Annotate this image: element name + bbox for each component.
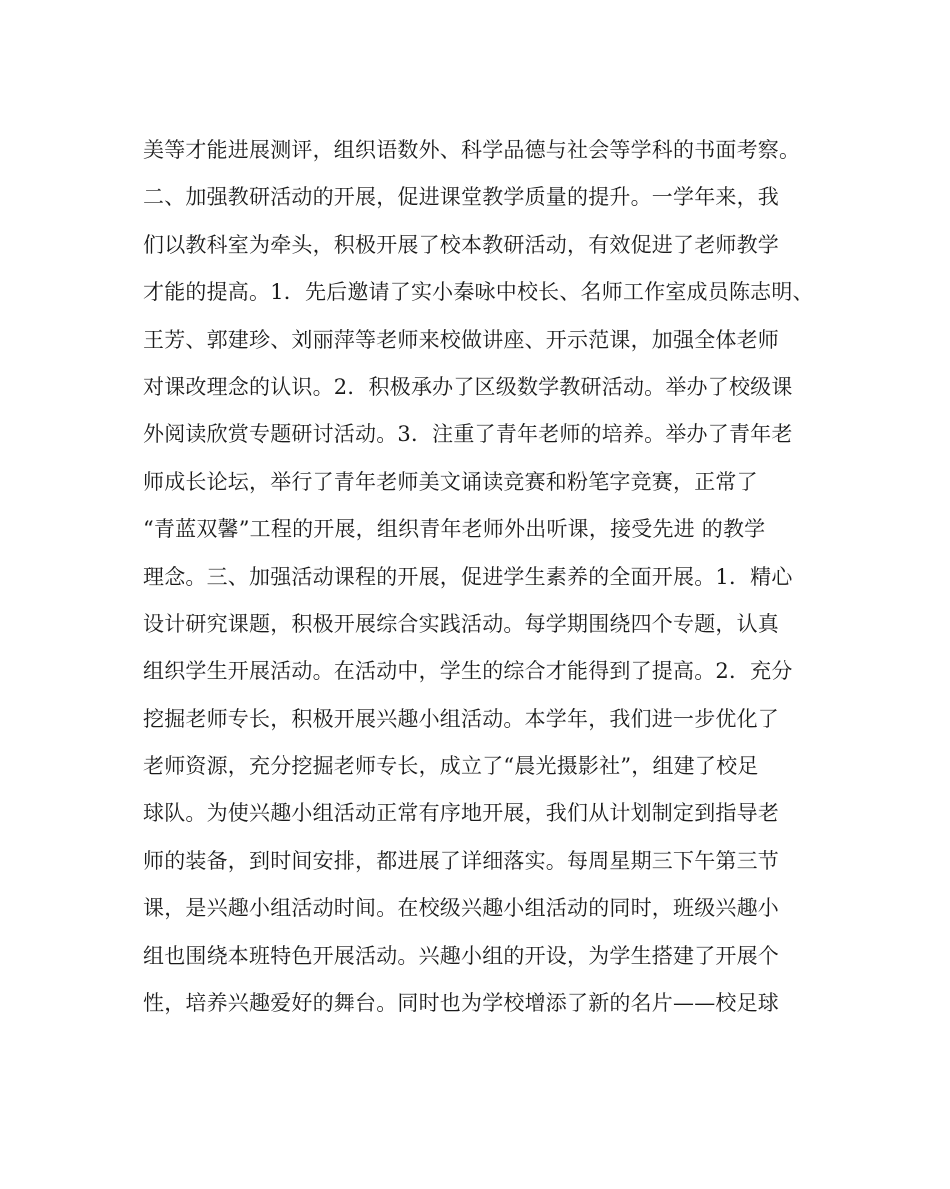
text-line: 才能的提高。1．先后邀请了实小秦咏中校长、名师工作室成员陈志明、 — [143, 280, 814, 305]
body-text — [143, 127, 843, 1027]
text-line: 理念。三、加强活动课程的开展，促进学生素养的全面开展。1．精心 — [143, 564, 793, 589]
text-line: 师成长论坛，举行了青年老师美文诵读竞赛和粉笔字竞赛，正常了 — [143, 469, 758, 494]
text-line: 师的装备，到时间安排，都进展了详细落实。每周星期三下午第三节 — [143, 848, 779, 873]
text-line: 老师资源，充分挖掘老师专长，成立了“晨光摄影社”，组建了校足 — [143, 754, 759, 779]
text-line: 外阅读欣赏专题研讨活动。3．注重了青年老师的培养。举办了青年老 — [143, 422, 793, 447]
text-line: 设计研究课题，积极开展综合实践活动。每学期围绕四个专题，认真 — [143, 611, 779, 636]
text-line: “青蓝双馨”工程的开展，组织青年老师外出听课，接受先进 的教学 — [143, 517, 766, 542]
text-line: 课，是兴趣小组活动时间。在校级兴趣小组活动的同时，班级兴趣小 — [143, 896, 779, 921]
text-line: 性，培养兴趣爱好的舞台。同时也为学校增添了新的名片——校足球 — [143, 991, 779, 1016]
text-line: 组织学生开展活动。在活动中，学生的综合才能得到了提高。2．充分 — [143, 659, 793, 684]
text-line: 们以教科室为牵头，积极开展了校本教研活动，有效促进了老师教学 — [143, 232, 779, 257]
text-line: 对课改理念的认识。2．积极承办了区级数学教研活动。举办了校级课 — [143, 374, 793, 399]
text-line: 球队。为使兴趣小组活动正常有序地开展，我们从计划制定到指导老 — [143, 801, 779, 826]
text-line: 组也围绕本班特色开展活动。兴趣小组的开设，为学生搭建了开展个 — [143, 943, 779, 968]
text-line: 美等才能进展测评，组织语数外、科学品德与社会等学科的书面考察。 — [143, 138, 801, 162]
text-line: 王芳、郭建珍、刘丽萍等老师来校做讲座、开示范课，加强全体老师 — [143, 327, 779, 352]
text-line: 挖掘老师专长，积极开展兴趣小组活动。本学年，我们进一步优化了 — [143, 706, 779, 731]
text-line: 二、加强教研活动的开展，促进课堂教学质量的提升。一学年来，我 — [143, 185, 779, 210]
